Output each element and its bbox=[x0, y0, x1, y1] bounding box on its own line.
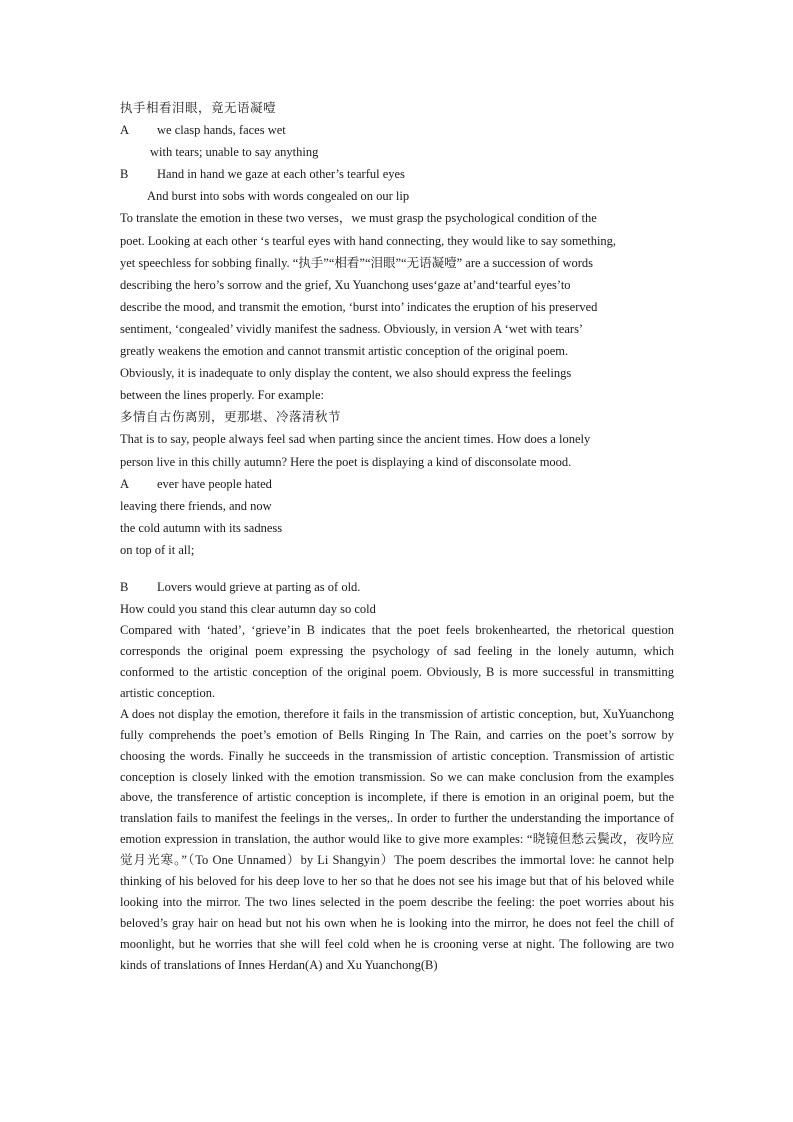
label-b: B bbox=[120, 579, 129, 594]
body-line: describing the hero’s sorrow and the grief, Xu Yuanchong uses‘gaze at’and‘tearful eyes’to bbox=[120, 277, 571, 292]
body-line: That is to say, people always feel sad when parting since the ancient times. How does a lonely bbox=[120, 432, 591, 447]
version-a-line-3: the cold autumn with its sadness bbox=[120, 520, 283, 535]
version-a-line-2: leaving there friends, and now bbox=[120, 498, 272, 513]
paragraph-comparison: Compared with ‘hated’, ‘grieve’in B indicates that the poet feels brokenhearted, the rhetorical question corresponds the original poem expressing the psychology of sad feeling in the lonely autumn, which conformed to the artistic conception of the original poem. Obviously, B is more successful in transmitting artistic conception. bbox=[120, 623, 674, 700]
body-line: person live in this chilly autumn? Here the poet is displaying a kind of disconsolate mood. bbox=[120, 454, 572, 469]
body-line: Obviously, it is inadequate to only display the content, we also should express the feelings bbox=[120, 366, 572, 381]
chinese-verse-2: 多情自古伤离别，更那堪、冷落清秋节 bbox=[120, 410, 342, 425]
version-a-line-1 bbox=[120, 119, 674, 141]
version-a-line-4: on top of it all; bbox=[120, 542, 195, 557]
version-b-line-2: How could you stand this clear autumn day so cold bbox=[120, 602, 376, 617]
body-line: describe the mood, and transmit the emotion, ‘burst into’ indicates the eruption of his preserved bbox=[120, 299, 598, 314]
version-a-text-1: we clasp hands, faces wet bbox=[157, 123, 286, 138]
document-page bbox=[120, 97, 674, 976]
body-line: between the lines properly. For example: bbox=[120, 388, 324, 403]
version-b-line-1 bbox=[120, 576, 674, 598]
version-b-text-1: Lovers would grieve at parting as of old. bbox=[157, 579, 361, 594]
version-b-text-1: Hand in hand we gaze at each other’s tearful eyes bbox=[157, 167, 405, 182]
body-line: To translate the emotion in these two verses，we must grasp the psychological condition of the bbox=[120, 211, 597, 226]
body-line: poet. Looking at each other ‘s tearful eyes with hand connecting, they would like to say something, bbox=[120, 233, 617, 248]
label-a: A bbox=[120, 476, 130, 491]
body-line: yet speechless for sobbing finally. “执手”“相看”“泪眼”“无语凝噎” are a succession of words bbox=[120, 255, 594, 270]
version-a-line-1 bbox=[120, 473, 674, 495]
version-a-text-1: ever have people hated bbox=[157, 476, 272, 491]
version-b-line-1 bbox=[120, 163, 674, 185]
label-b: B bbox=[120, 167, 129, 182]
chinese-verse-1: 执手相看泪眼，竟无语凝噎 bbox=[120, 101, 277, 115]
paragraph-analysis: A does not display the emotion, therefore it fails in the transmission of artistic conception, but, XuYuanchong fully comprehends the poet’s emotion of Bells Ringing In The Rain, and carries on the poet’s sorrow by choosing the words. Finally he succeeds in the transmission of artistic conception. Transmission of artistic conception is closely linked with the emotion transmission. So we can make conclusion from the examples above, the transference of artistic conception is incomplete, if there is emotion in an original poem, but the translation fails to manifest the feelings in the verses,. In order to further the understanding the importance of emotion expression in translation, the author would like to give more examples: “晓镜但愁云鬓改，夜吟应觉月光寒。”（To One Unnamed）by Li Shangyin）The poem describes the immortal love: he cannot help thinking of his beloved for his deep love to her so that he does not see his image but that of his beloved while looking into the mirror. The two lines selected in the poem describe the feeling: the poet worries about his beloved’s gray hair on head but not his own when he is looking into the mirror, he does not feel the chill of moonlight, but he worries that she will feel cold when he is crooning verse at night. The following are two kinds of translations of Innes Herdan(A) and Xu Yuanchong(B) bbox=[120, 706, 674, 972]
blank-gap bbox=[120, 561, 674, 576]
body-line: greatly weakens the emotion and cannot transmit artistic conception of the original poem. bbox=[120, 344, 569, 359]
body-line: sentiment, ‘congealed’ vividly manifest the sadness. Obviously, in version A ‘wet with tears’ bbox=[120, 321, 584, 336]
version-b-line-2: And burst into sobs with words congealed on our lip bbox=[147, 189, 410, 204]
label-a: A bbox=[120, 123, 130, 138]
version-a-line-2: with tears; unable to say anything bbox=[150, 145, 319, 160]
